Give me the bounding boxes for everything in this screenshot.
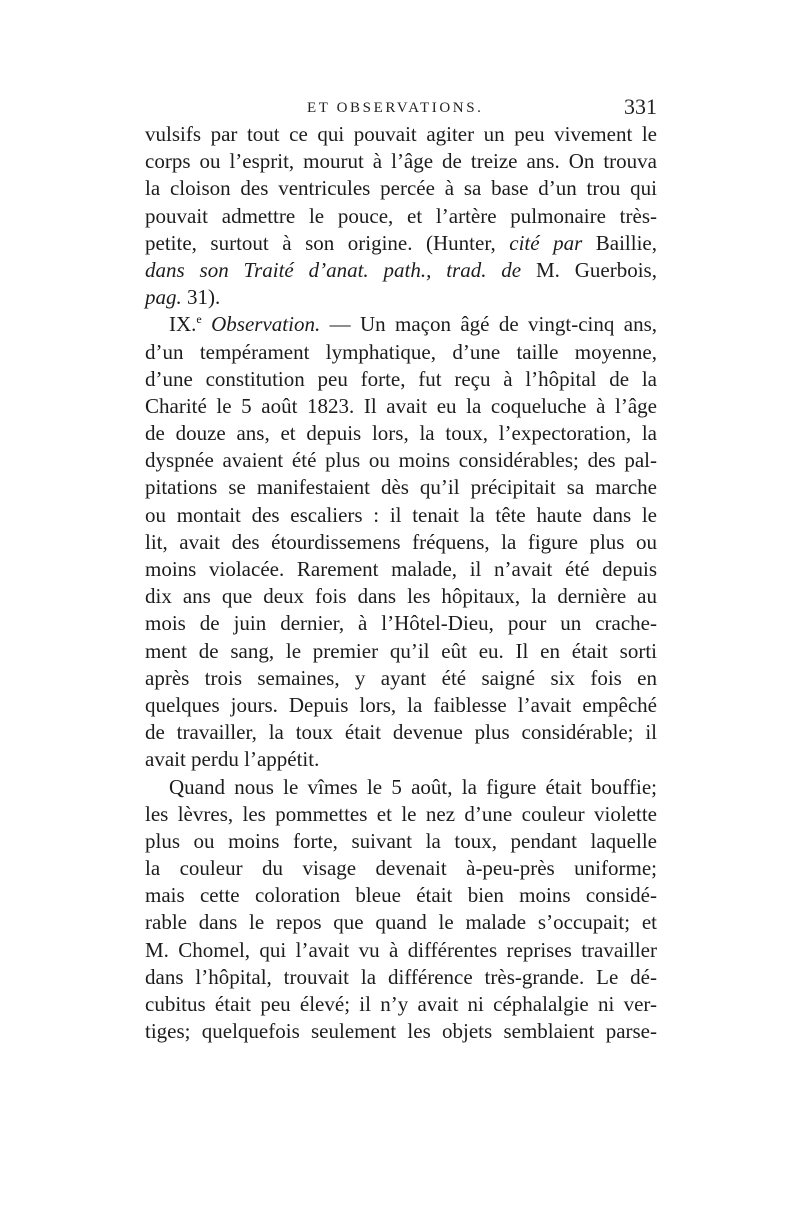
text-segment: ou montait des escaliers : il tenait la tête haute dans le — [145, 502, 657, 527]
text-segment: la cloison des ventricules percée à sa base d’un trou qui — [145, 176, 657, 201]
italic-text: cité par — [509, 230, 583, 255]
text-segment: pitations se manifestaient dès qu’il précipitait sa marche — [145, 475, 657, 500]
text-line — [145, 583, 657, 610]
text-line — [145, 1018, 657, 1045]
text-line — [145, 230, 657, 257]
text-segment: après trois semaines, y ayant été saigné six fois en — [145, 665, 657, 690]
text-segment: avait perdu l’appétit. — [145, 747, 320, 772]
text-segment: 31). — [181, 285, 221, 310]
superscript: e — [196, 312, 202, 327]
text-line — [145, 774, 657, 801]
text-line — [145, 393, 657, 420]
text-segment: M. Chomel, qui l’avait vu à différentes reprises travailler — [145, 937, 657, 962]
text-line — [145, 719, 657, 746]
running-head — [145, 96, 657, 120]
text-segment: pouvait admettre le pouce, et l’artère pulmonaire très- — [145, 203, 657, 228]
text-line — [145, 447, 657, 474]
text-segment: Quand nous le vîmes le 5 août, la figure était bouffie; — [169, 774, 657, 799]
body-text — [145, 121, 657, 1045]
text-line — [145, 610, 657, 637]
text-segment: quelques jours. Depuis lors, la faiblesse l’avait empêché — [145, 692, 657, 717]
text-line — [145, 284, 657, 311]
text-line — [145, 882, 657, 909]
text-line — [145, 148, 657, 175]
text-line — [145, 746, 657, 773]
text-line — [145, 420, 657, 447]
text-line — [145, 203, 657, 230]
text-line — [145, 964, 657, 991]
text-line — [145, 665, 657, 692]
text-segment: dans l’hôpital, trouvait la différence très-grande. Le dé- — [145, 964, 657, 989]
text-line — [145, 311, 657, 338]
text-segment: petite, surtout à son origine. (Hunter, — [145, 230, 510, 255]
text-segment: M. Guerbois, — [521, 257, 657, 282]
text-line — [145, 828, 657, 855]
text-line — [145, 366, 657, 393]
text-segment — [202, 312, 211, 336]
text-segment: dix ans que deux fois dans les hôpitaux, la dernière au — [145, 584, 657, 609]
text-segment: de douze ans, et depuis lors, la toux, l’expectoration, la — [145, 421, 657, 446]
text-line — [145, 474, 657, 501]
text-segment: corps ou l’esprit, mourut à l’âge de treize ans. On trouva — [145, 149, 657, 174]
text-segment: rable dans le repos que quand le malade s’occupait; et — [145, 910, 657, 935]
text-line — [145, 937, 657, 964]
text-line — [145, 121, 657, 148]
text-segment: les lèvres, les pommettes et le nez d’une couleur violette — [145, 801, 657, 826]
text-line — [145, 339, 657, 366]
text-line — [145, 991, 657, 1018]
text-segment: Charité le 5 août 1823. Il avait eu la coqueluche à l’âge — [145, 393, 657, 418]
text-segment: la couleur du visage devenait à-peu-près uniforme; — [145, 856, 657, 881]
text-line — [145, 175, 657, 202]
italic-text: dans son Traité d’anat. path., trad. de — [145, 257, 522, 282]
text-line — [145, 692, 657, 719]
text-segment: d’une constitution peu forte, fut reçu à l’hôpital de la — [145, 366, 657, 391]
text-segment: mais cette coloration bleue était bien moins considé- — [145, 883, 657, 908]
text-line — [145, 855, 657, 882]
text-segment: d’un tempérament lymphatique, d’une taille moyenne, — [145, 339, 657, 364]
text-segment: ment de sang, le premier qu’il eût eu. Il en était sorti — [145, 638, 657, 663]
text-line — [145, 638, 657, 665]
italic-text: pag. — [145, 285, 182, 310]
text-line — [145, 529, 657, 556]
text-segment: Baillie, — [582, 230, 657, 255]
text-segment: moins violacée. Rarement malade, il n’avait été depuis — [145, 557, 657, 581]
text-line — [145, 257, 657, 284]
text-segment: — Un maçon âgé de vingt-cinq ans, — [320, 312, 657, 337]
text-segment: tiges; quelquefois seulement les objets semblaient parse- — [145, 1019, 657, 1044]
text-segment: IX. — [169, 312, 197, 337]
text-segment: mois de juin dernier, à l’Hôtel-Dieu, pour un crache- — [145, 611, 657, 636]
text-line — [145, 909, 657, 936]
text-segment: cubitus était peu élevé; il n’y avait ni céphalalgie ni ver- — [145, 992, 657, 1016]
text-segment: de travailler, la toux était devenue plus considérable; il — [145, 720, 657, 745]
text-line — [145, 801, 657, 828]
text-segment: vulsifs par tout ce qui pouvait agiter un peu vivement le — [145, 122, 657, 146]
running-title: ET OBSERVATIONS. — [307, 100, 484, 116]
text-line — [145, 502, 657, 529]
text-segment: plus ou moins forte, suivant la toux, pendant laquelle — [145, 828, 657, 853]
text-line — [145, 556, 657, 583]
text-segment: dyspnée avaient été plus ou moins considérables; des pal- — [145, 448, 657, 473]
page-number: 331 — [624, 94, 657, 119]
italic-text: Observation. — [211, 312, 321, 337]
text-segment: lit, avait des étourdissemens fréquens, la figure plus ou — [145, 529, 657, 554]
